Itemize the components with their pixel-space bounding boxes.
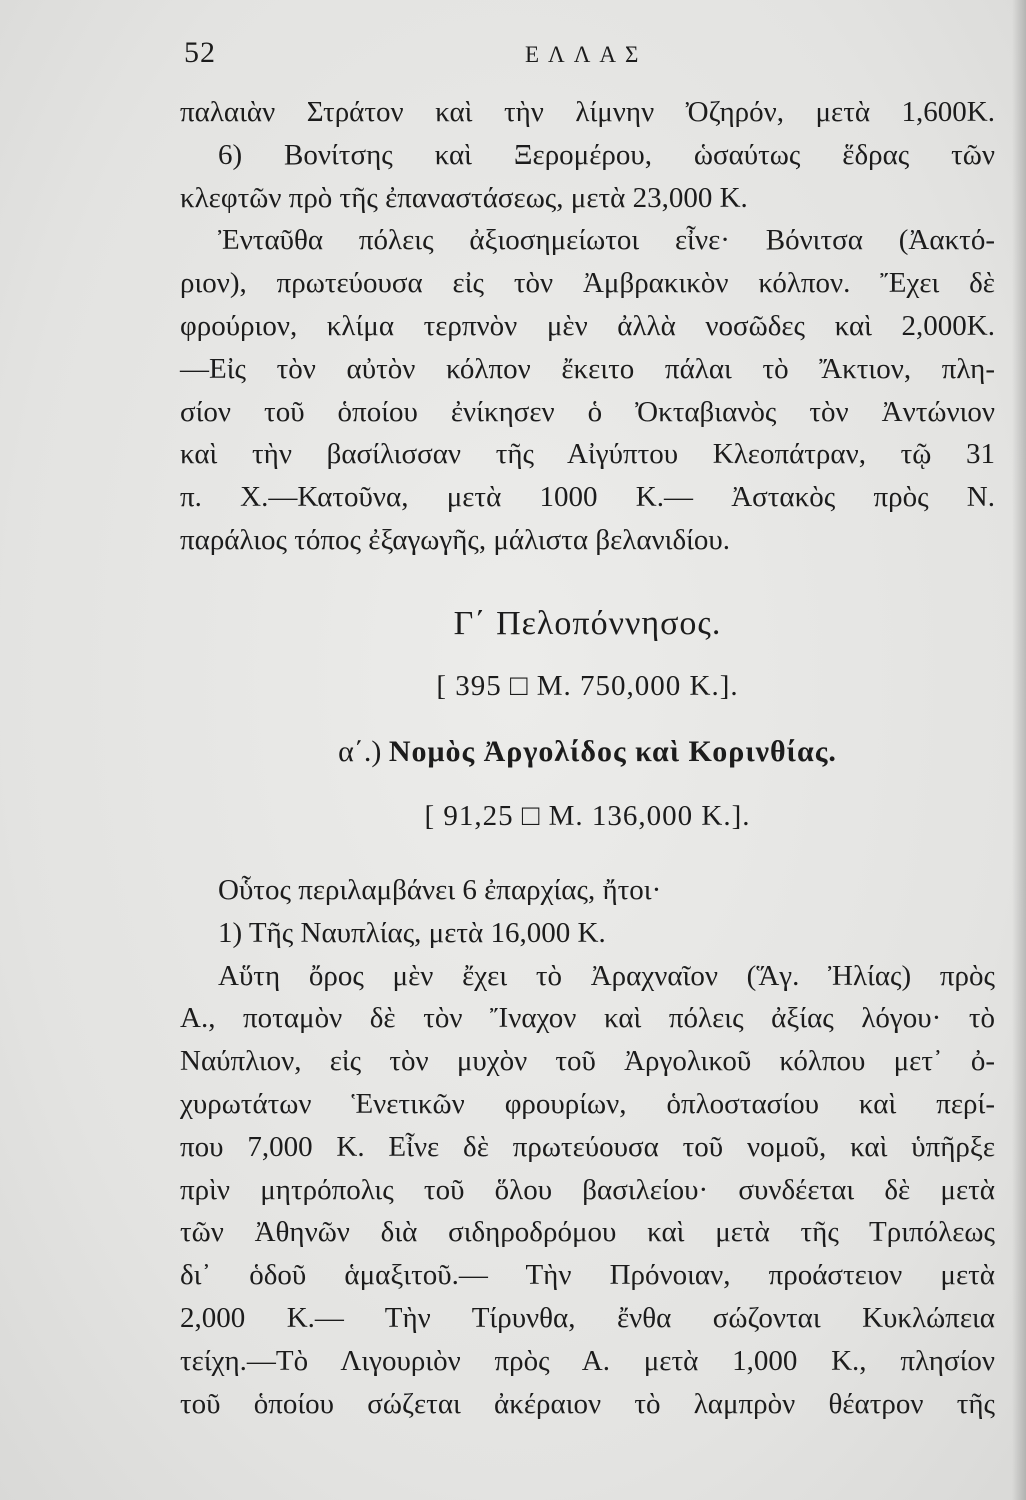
text-line: παλαιὰν Στράτον καὶ τὴν λίμνην Ὀζηρόν, μετὰ 1,600Κ. <box>180 96 995 128</box>
text-line: Α., ποταμὸν δὲ τὸν Ἴναχον καὶ πόλεις ἀξίας λόγου· τὸ <box>180 1002 995 1035</box>
page-edge-shadow <box>1012 0 1026 1500</box>
text-line: χυρωτάτων Ἑνετικῶν φρουρίων, ὁπλοστασίου καὶ περί- <box>180 1087 995 1120</box>
text-line: πρὶν μητρόπολις τοῦ ὅλου βασιλείου· συνδέεται δὲ μετὰ <box>180 1173 995 1206</box>
text-line: Ναύπλιον, εἰς τὸν μυχὸν τοῦ Ἀργολικοῦ κόλπου μετ᾽ ὀ- <box>180 1045 995 1078</box>
prefecture-number: α΄.) <box>338 735 382 768</box>
text-line: 6) Βονίτσης καὶ Ξερομέρου, ὡσαύτως ἕδρας τῶν <box>218 138 995 171</box>
page-header <box>180 36 1000 76</box>
text-line: κλεφτῶν πρὸ τῆς ἐπαναστάσεως, μετὰ 23,000 Κ. <box>180 181 748 214</box>
text-line: τῶν Ἀθηνῶν διὰ σιδηροδρόμου καὶ μετὰ τῆς Τριπόλεως <box>180 1216 995 1249</box>
text-line: —Εἰς τὸν αὐτὸν κόλπον ἔκειτο πάλαι τὸ Ἄκτιον, πλη- <box>180 352 995 385</box>
text-line: σίον τοῦ ὁποίου ἐνίκησεν ὁ Ὀκταβιανὸς τὸν Ἀντώνιον <box>180 395 995 428</box>
text-line: Αὕτη ὄρος μὲν ἔχει τὸ Ἀραχναῖον (Ἅγ. Ἠλίας) πρὸς <box>218 959 995 992</box>
paragraph-block-1 <box>180 92 995 563</box>
text-line: ριον), πρωτεύουσα εἰς τὸν Ἀμβρακικὸν κόλπον. Ἔχει δὲ <box>180 267 995 300</box>
text-line: 1) Τῆς Ναυπλίας, μετὰ 16,000 Κ. <box>218 916 606 949</box>
paragraph-block-2 <box>180 870 995 1426</box>
running-title: ΕΛΛΑΣ <box>525 42 648 67</box>
section-stats: [ 395 □ Μ. 750,000 Κ.]. <box>436 670 739 702</box>
text-line: φρούριον, κλίμα τερπνὸν μὲν ἀλλὰ νοσῶδες καὶ 2,000Κ. <box>180 309 995 342</box>
prefecture-stats: [ 91,25 □ Μ. 136,000 Κ.]. <box>424 800 751 832</box>
text-line: τείχη.—Τὸ Λιγουριὸν πρὸς Α. μετὰ 1,000 Κ., πλησίον <box>180 1344 995 1377</box>
text-line: π. Χ.—Κατοῦνα, μετὰ 1000 Κ.— Ἀστακὸς πρὸς Ν. <box>180 481 995 514</box>
text-line: τοῦ ὁποίου σώζεται ἀκέραιον τὸ λαμπρὸν θέατρον τῆς <box>180 1387 995 1420</box>
text-line: Ἐνταῦθα πόλεις ἀξιοσημείωτοι εἶνε· Βόνιτσα (Ἀακτό- <box>218 224 995 257</box>
page-number: 52 <box>184 36 216 69</box>
prefecture-heading <box>180 735 995 769</box>
text-line: καὶ τὴν βασίλισσαν τῆς Αἰγύπτου Κλεοπάτραν, τῷ 31 <box>180 438 995 471</box>
text-line: 2,000 Κ.— Τὴν Τίρυνθα, ἔνθα σώζονται Κυκλώπεια <box>180 1301 995 1334</box>
prefecture-title: Νομὸς Ἀργολίδος καὶ Κορινθίας. <box>388 735 837 768</box>
section-heading: Γ΄ Πελοπόννησος. <box>453 605 722 642</box>
text-line: που 7,000 Κ. Εἶνε δὲ πρωτεύουσα τοῦ νομοῦ, καὶ ὑπῆρξε <box>180 1130 995 1163</box>
text-line: παράλιος τόπος ἐξαγωγῆς, μάλιστα βελανιδίου. <box>180 523 731 556</box>
text-line: δι᾽ ὁδοῦ ἁμαξιτοῦ.— Τὴν Πρόνοιαν, προάστειον μετὰ <box>180 1259 995 1292</box>
text-line: Οὗτος περιλαμβάνει 6 ἐπαρχίας, ἤτοι· <box>218 874 662 906</box>
